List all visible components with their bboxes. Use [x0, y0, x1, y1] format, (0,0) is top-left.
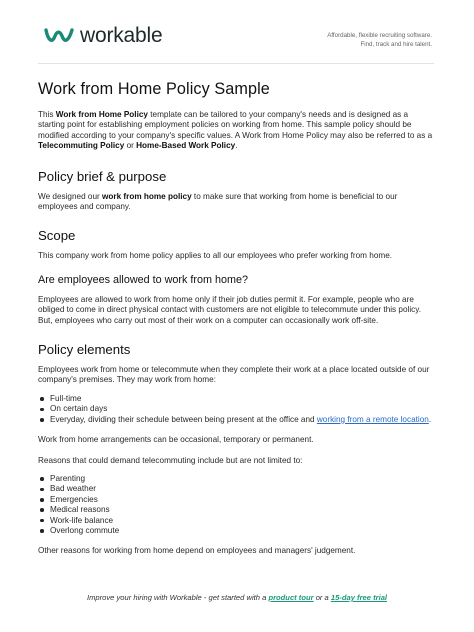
- bullet-icon: [40, 529, 44, 533]
- list-item: [38, 394, 434, 404]
- bullet-icon: [40, 408, 44, 412]
- intro-bold-1: Work from Home Policy: [55, 110, 148, 119]
- list-item-text: Everyday, dividing their schedule between being present at the office and: [50, 414, 317, 424]
- bullet-icon: [40, 488, 44, 492]
- workable-logo-icon: [44, 26, 74, 46]
- bullet-icon: [40, 498, 44, 502]
- intro-bold-3: Home-Based Work Policy: [136, 141, 236, 151]
- list-item: [38, 495, 434, 505]
- intro-text-4: .: [235, 141, 238, 151]
- intro-text-3: or: [124, 141, 137, 151]
- list-item-text: Medical reasons: [50, 505, 110, 515]
- list-item: [38, 474, 434, 484]
- free-trial-link[interactable]: 15-day free trial: [330, 593, 388, 602]
- list-item: [38, 484, 434, 494]
- elements-heading: Policy elements: [38, 342, 131, 358]
- list-item-text: Bad weather: [50, 484, 96, 494]
- tagline: [327, 31, 432, 49]
- bullet-icon: [40, 418, 44, 422]
- scope-paragraph: This company work from home policy applies to all our employees who prefer working from home.: [38, 251, 393, 261]
- list-item-end: .: [428, 414, 432, 424]
- page-title: Work from Home Policy Sample: [38, 80, 270, 98]
- tagline-line-1: Affordable, flexible recruiting software.: [327, 32, 432, 39]
- list-item-text: Overlong commute: [50, 525, 120, 535]
- bullet-icon: [40, 477, 44, 481]
- bullet-icon: [40, 508, 44, 512]
- list-item: [38, 526, 434, 536]
- list-item-text: Work-life balance: [50, 515, 114, 525]
- brief-text-1: We designed our: [38, 191, 103, 201]
- document-body: [38, 80, 434, 557]
- page-footer: [0, 593, 474, 602]
- logo-text: workable: [80, 24, 163, 47]
- list-item-text: Emergencies: [50, 494, 98, 504]
- remote-location-link[interactable]: working from a remote location: [316, 414, 429, 424]
- page-header: [0, 0, 474, 62]
- footer-text-2: or a: [313, 593, 331, 602]
- header-divider: [38, 63, 434, 64]
- intro-bold-2: Telecommuting Policy: [38, 141, 125, 151]
- brief-text-2: to make sure that working from home is beneficial to our employees and company.: [38, 191, 398, 212]
- intro-paragraph: [38, 110, 434, 152]
- reasons-intro: Reasons that could demand telecommuting include but are not limited to:: [38, 455, 303, 465]
- list-item-text: Parenting: [50, 473, 86, 483]
- allowed-paragraph: Employees are allowed to work from home only if their job duties permit it. For example, people who are obliged to come in direct physical contact with customers are not eligible to telecommute under this policy. But, employees who carry out most of their work on a computer can occasionally work off-site.: [38, 294, 422, 325]
- footer-text-1: Improve your hiring with Workable - get started with a: [86, 593, 269, 602]
- other-reasons-paragraph: Other reasons for working from home depend on employees and managers' judgement.: [38, 546, 356, 556]
- arrangements-paragraph: Work from home arrangements can be occasional, temporary or permanent.: [38, 435, 314, 445]
- list-item: [38, 516, 434, 526]
- bullet-icon: [40, 519, 44, 523]
- tagline-line-2: Find, track and hire talent.: [360, 41, 432, 48]
- list-item: [38, 415, 434, 425]
- workable-logo[interactable]: [44, 24, 162, 48]
- elements-intro: Employees work from home or telecommute when they complete their work at a place located outside of our company's premises. They may work from home:: [38, 365, 430, 385]
- intro-text-2: template can be tailored to your company's needs and is designed as a starting point for establishing employment policies on working from home. This sample policy should be modified according to your company's specific values. A Work from Home Policy may also be referred to as a: [38, 110, 433, 140]
- bullet-icon: [40, 397, 44, 401]
- list-item-text: Full-time: [50, 393, 82, 403]
- brief-paragraph: [38, 192, 434, 213]
- intro-text-1: This: [38, 110, 56, 119]
- scope-heading: Scope: [38, 228, 76, 244]
- brief-bold: work from home policy: [102, 191, 192, 201]
- product-tour-link[interactable]: product tour: [268, 593, 314, 602]
- brief-heading: Policy brief & purpose: [38, 168, 167, 184]
- list-item: [38, 505, 434, 515]
- allowed-heading: Are employees allowed to work from home?: [38, 273, 249, 286]
- list-item-text: On certain days: [50, 404, 108, 414]
- reasons-list: [38, 474, 434, 536]
- list-item: [38, 404, 434, 414]
- work-modes-list: [38, 394, 434, 425]
